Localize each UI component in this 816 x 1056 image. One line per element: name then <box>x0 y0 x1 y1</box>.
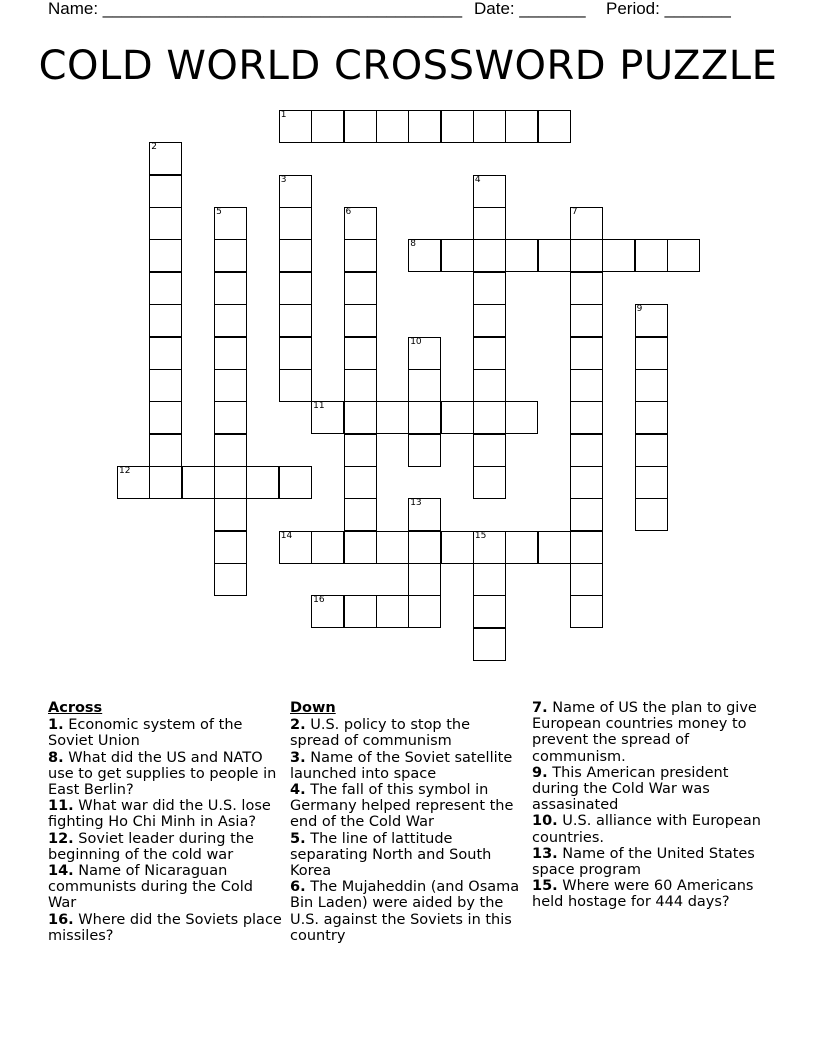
clue-text: Soviet leader during the beginning of the cold war <box>48 830 254 863</box>
crossword-cell[interactable] <box>441 239 474 272</box>
clue-number-label: 16 <box>313 595 325 606</box>
crossword-cell[interactable] <box>376 595 409 628</box>
crossword-cell[interactable] <box>279 175 312 208</box>
crossword-cell[interactable] <box>441 110 474 143</box>
clue-number-label: 8 <box>410 239 416 250</box>
clue-number: 14. <box>48 863 74 880</box>
clue-text: Name of US the plan to give European countries money to prevent the spread of communism. <box>532 700 757 765</box>
crossword-cell[interactable] <box>473 110 506 143</box>
clue-number-label: 9 <box>636 304 643 315</box>
page-title: COLD WORLD CROSSWORD PUZZLE <box>38 43 778 89</box>
clue-number: 1. <box>48 717 64 734</box>
clue-text: Economic system of the Soviet Union <box>48 717 243 750</box>
crossword-cell[interactable] <box>667 239 700 272</box>
crossword-cell[interactable] <box>473 369 506 402</box>
crossword-cell[interactable] <box>570 595 603 628</box>
clue-item <box>290 782 522 831</box>
clue-text: Where were 60 Americans held hostage for 444 days? <box>532 878 754 911</box>
clue-text: The fall of this symbol in Germany helped represent the end of the Cold War <box>290 782 514 831</box>
crossword-cell[interactable] <box>149 434 182 467</box>
crossword-cell[interactable] <box>570 434 603 467</box>
crossword-cell[interactable] <box>408 498 441 531</box>
crossword-cell[interactable] <box>376 401 409 434</box>
clue-item <box>532 765 768 814</box>
crossword-cell[interactable] <box>149 175 182 208</box>
clue-item <box>290 717 522 749</box>
crossword-cell[interactable] <box>570 369 603 402</box>
crossword-cell[interactable] <box>570 498 603 531</box>
crossword-cell[interactable] <box>279 272 312 305</box>
clue-number-label: 1 <box>280 110 287 120</box>
crossword-cell[interactable] <box>344 531 377 564</box>
crossword-cell[interactable] <box>570 304 603 337</box>
crossword-cell[interactable] <box>473 401 506 434</box>
crossword-cell[interactable] <box>408 369 441 402</box>
clue-item <box>290 879 522 944</box>
across-heading: Across <box>48 700 103 716</box>
crossword-cell[interactable] <box>214 337 247 370</box>
crossword-cell[interactable] <box>344 272 377 305</box>
clue-text: What war did the U.S. lose fighting Ho Chi Minh in Asia? <box>48 798 271 831</box>
crossword-cell[interactable] <box>570 401 603 434</box>
clue-item <box>532 813 768 845</box>
crossword-cell[interactable] <box>505 401 538 434</box>
crossword-cell[interactable] <box>635 466 668 499</box>
down-clues-continued <box>532 700 768 911</box>
crossword-cell[interactable] <box>602 239 635 272</box>
crossword-cell[interactable] <box>570 531 603 564</box>
clue-item <box>532 700 768 765</box>
crossword-cell[interactable] <box>182 466 215 499</box>
clue-number-label: 13 <box>410 498 422 509</box>
crossword-cell[interactable] <box>117 466 150 499</box>
clue-text: Where did the Soviets place missiles? <box>48 911 282 944</box>
crossword-cell[interactable] <box>149 142 182 175</box>
crossword-cell[interactable] <box>279 304 312 337</box>
crossword-cell[interactable] <box>149 369 182 402</box>
clue-text: U.S. alliance with European countries. <box>532 813 761 846</box>
clue-number: 12. <box>48 830 74 847</box>
clue-number: 13. <box>532 845 558 862</box>
clue-number-label: 5 <box>216 207 222 218</box>
clue-text: U.S. policy to stop the spread of communism <box>290 717 471 750</box>
crossword-cell[interactable] <box>635 239 668 272</box>
clue-number-label: 11 <box>313 401 325 412</box>
clue-number: 15. <box>532 878 558 895</box>
period-field-label[interactable]: Period: _______ <box>606 0 731 18</box>
clue-text: Name of the United States space program <box>532 845 755 879</box>
clue-number-label: 15 <box>474 530 487 541</box>
crossword-cell[interactable] <box>635 304 668 337</box>
crossword-cell[interactable] <box>408 595 441 628</box>
clue-number: 8. <box>48 749 64 766</box>
clue-number-label: 6 <box>345 207 352 218</box>
crossword-cell[interactable] <box>344 239 377 272</box>
crossword-cell[interactable] <box>505 531 538 564</box>
crossword-cell[interactable] <box>473 595 506 628</box>
crossword-cell[interactable] <box>635 434 668 467</box>
crossword-cell[interactable] <box>376 531 409 564</box>
crossword-cell[interactable] <box>408 239 441 272</box>
crossword-cell[interactable] <box>441 531 474 564</box>
crossword-cell[interactable] <box>344 304 377 337</box>
crossword-cell[interactable] <box>311 531 344 564</box>
across-clues <box>48 700 283 944</box>
crossword-cell[interactable] <box>279 531 312 564</box>
down-heading: Down <box>290 700 336 716</box>
clue-number-label: 7 <box>571 207 578 218</box>
date-field-label[interactable]: Date: _______ <box>474 0 586 18</box>
clue-number: 6. <box>290 879 306 896</box>
across-list <box>48 717 283 944</box>
clue-item <box>48 831 283 863</box>
crossword-cell[interactable] <box>473 337 506 370</box>
crossword-cell[interactable] <box>214 272 247 305</box>
crossword-cell[interactable] <box>344 110 377 143</box>
clue-text: The Mujaheddin (and Osama Bin Laden) were aided by the U.S. against the Soviets in this country <box>290 879 520 944</box>
crossword-cell[interactable] <box>538 531 571 564</box>
crossword-cell[interactable] <box>214 531 247 564</box>
clue-item <box>48 750 283 799</box>
crossword-cell[interactable] <box>344 595 377 628</box>
crossword-cell[interactable] <box>279 207 312 240</box>
clue-number-label: 10 <box>410 336 422 347</box>
down-list <box>290 717 522 944</box>
crossword-cell[interactable] <box>570 563 603 596</box>
down-list-continued <box>532 700 768 911</box>
crossword-cell[interactable] <box>214 466 247 499</box>
clue-number: 11. <box>48 798 74 815</box>
crossword-cell[interactable] <box>570 272 603 305</box>
crossword-cell[interactable] <box>408 401 441 434</box>
crossword-cell[interactable] <box>473 563 506 596</box>
down-clues <box>290 700 522 944</box>
crossword-cell[interactable] <box>408 337 441 370</box>
crossword-cell[interactable] <box>635 369 668 402</box>
crossword-cell[interactable] <box>473 304 506 337</box>
crossword-cell[interactable] <box>408 434 441 467</box>
crossword-cell[interactable] <box>311 401 344 434</box>
crossword-cell[interactable] <box>149 466 182 499</box>
crossword-cell[interactable] <box>505 239 538 272</box>
crossword-cell[interactable] <box>279 337 312 370</box>
clue-item <box>48 798 283 830</box>
crossword-cell[interactable] <box>149 272 182 305</box>
crossword-cell[interactable] <box>473 531 506 564</box>
crossword-cell[interactable] <box>473 175 506 208</box>
crossword-cell[interactable] <box>635 337 668 370</box>
crossword-cell[interactable] <box>344 498 377 531</box>
crossword-cell[interactable] <box>376 110 409 143</box>
crossword-cell[interactable] <box>149 239 182 272</box>
crossword-cell[interactable] <box>570 207 603 240</box>
crossword-cell[interactable] <box>473 239 506 272</box>
clue-text: The line of lattitude separating North and South Korea <box>290 830 492 880</box>
crossword-cell[interactable] <box>473 272 506 305</box>
crossword-cell[interactable] <box>149 337 182 370</box>
crossword-cell[interactable] <box>344 401 377 434</box>
crossword-cell[interactable] <box>505 110 538 143</box>
crossword-cell[interactable] <box>441 401 474 434</box>
crossword-cell[interactable] <box>214 434 247 467</box>
clue-text: This American president during the Cold War was assasinated <box>532 764 729 814</box>
clue-item <box>48 717 283 749</box>
clue-item <box>290 750 522 782</box>
clue-number-label: 12 <box>119 465 131 476</box>
crossword-cell[interactable] <box>279 369 312 402</box>
crossword-cell[interactable] <box>344 337 377 370</box>
crossword-cell[interactable] <box>279 466 312 499</box>
crossword-cell[interactable] <box>538 110 571 143</box>
clue-number-label: 4 <box>474 174 481 185</box>
crossword-cell[interactable] <box>214 401 247 434</box>
crossword-cell[interactable] <box>473 628 506 661</box>
crossword-cell[interactable] <box>311 110 344 143</box>
clue-text: Name of the Soviet satellite launched into space <box>290 749 513 782</box>
clue-text: What did the US and NATO use to get supplies to people in East Berlin? <box>48 749 277 799</box>
crossword-cell[interactable] <box>344 369 377 402</box>
crossword-cell[interactable] <box>538 239 571 272</box>
crossword-cell[interactable] <box>149 207 182 240</box>
crossword-cell[interactable] <box>149 304 182 337</box>
clue-number: 4. <box>290 782 306 799</box>
crossword-cell[interactable] <box>214 369 247 402</box>
crossword-cell[interactable] <box>408 110 441 143</box>
clue-item <box>290 831 522 880</box>
crossword-cell[interactable] <box>473 207 506 240</box>
clue-item <box>532 846 768 878</box>
crossword-cell[interactable] <box>344 207 377 240</box>
clue-number-label: 3 <box>280 174 287 185</box>
crossword-cell[interactable] <box>311 595 344 628</box>
crossword-cell[interactable] <box>279 239 312 272</box>
clue-number: 16. <box>48 911 74 928</box>
crossword-cell[interactable] <box>473 466 506 499</box>
crossword-cell[interactable] <box>344 466 377 499</box>
clue-text: Name of Nicaraguan communists during the Cold War <box>48 863 253 912</box>
crossword-cell[interactable] <box>214 304 247 337</box>
crossword-cell[interactable] <box>246 466 279 499</box>
crossword-cell[interactable] <box>570 466 603 499</box>
clue-number: 7. <box>532 700 548 716</box>
crossword-cell[interactable] <box>635 401 668 434</box>
clue-item <box>48 912 283 944</box>
crossword-cell[interactable] <box>344 434 377 467</box>
clue-item <box>48 863 283 912</box>
crossword-cell[interactable] <box>214 207 247 240</box>
crossword-cell[interactable] <box>408 563 441 596</box>
clue-number: 9. <box>532 764 548 781</box>
crossword-cell[interactable] <box>408 531 441 564</box>
clue-number-label: 14 <box>280 530 293 541</box>
crossword-cell[interactable] <box>473 434 506 467</box>
clue-item <box>532 878 768 910</box>
clue-number: 5. <box>290 830 306 847</box>
clue-number: 2. <box>290 717 306 734</box>
crossword-cell[interactable] <box>279 110 312 143</box>
clue-number: 3. <box>290 749 306 766</box>
crossword-cell[interactable] <box>635 498 668 531</box>
crossword-cell[interactable] <box>570 239 603 272</box>
crossword-cell[interactable] <box>214 498 247 531</box>
crossword-cell[interactable] <box>214 239 247 272</box>
clue-number-label: 2 <box>151 142 158 153</box>
crossword-cell[interactable] <box>214 563 247 596</box>
clue-number: 10. <box>532 813 558 830</box>
crossword-cell[interactable] <box>570 337 603 370</box>
crossword-cell[interactable] <box>149 401 182 434</box>
name-field-label[interactable]: Name: ______________________________________ <box>48 0 463 18</box>
